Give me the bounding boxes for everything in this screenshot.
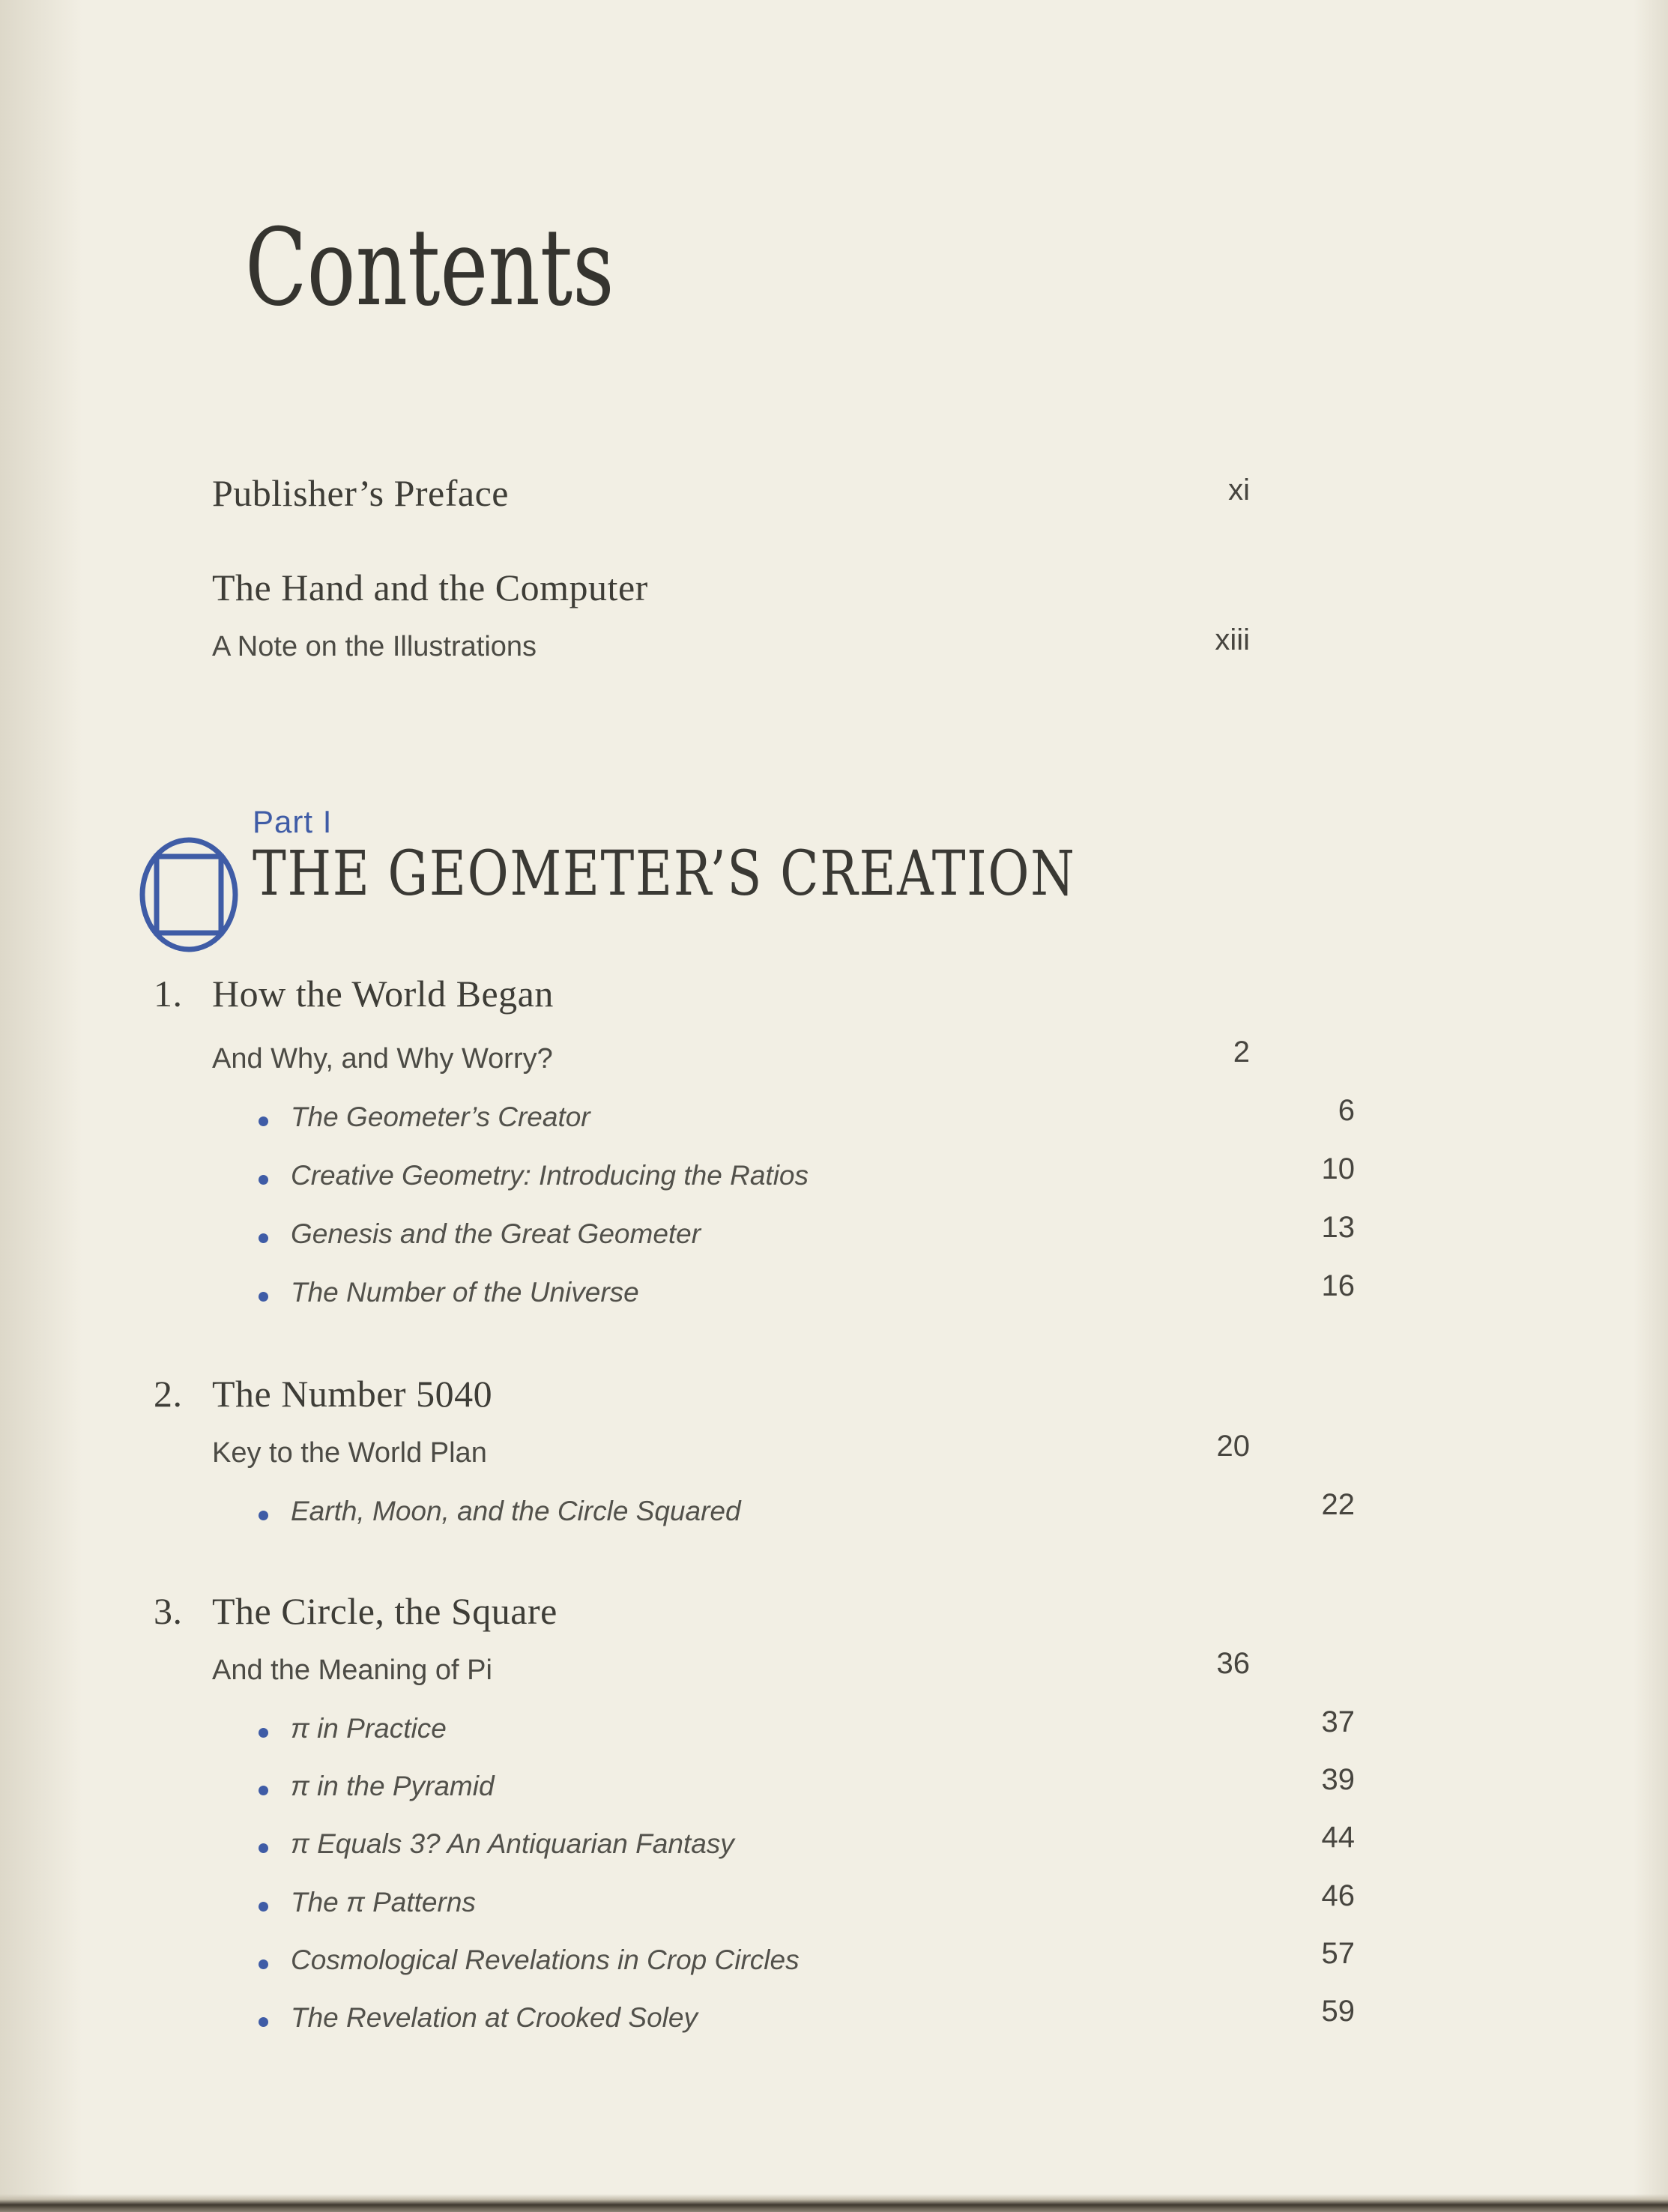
- chapter-number: 3.: [154, 1590, 183, 1632]
- page-number: 13: [1321, 1211, 1355, 1244]
- chapter-title: The Number 5040: [212, 1373, 493, 1415]
- page-edge-shading-left: [0, 0, 82, 2212]
- bullet-icon: [259, 1175, 268, 1185]
- page-number: 37: [1321, 1705, 1355, 1738]
- chapter-title: The Circle, the Square: [212, 1590, 557, 1632]
- chapter-subtitle: And the Meaning of Pi: [212, 1655, 492, 1686]
- front-matter-entry: [154, 566, 1250, 610]
- chapter-heading: [154, 973, 1250, 1016]
- topic-label: π Equals 3? An Antiquarian Fantasy: [291, 1828, 734, 1859]
- chapter-subtitle: And Why, and Why Worry?: [212, 1043, 553, 1075]
- chapter-number: 2.: [154, 1373, 183, 1415]
- bullet-icon: [259, 1511, 268, 1520]
- topic-label: Earth, Moon, and the Circle Squared: [291, 1496, 741, 1526]
- topic-label: The Number of the Universe: [291, 1277, 639, 1308]
- topic-row: [154, 1705, 1355, 1745]
- topic-row: [154, 1879, 1355, 1919]
- topic-row: [154, 1995, 1355, 2034]
- page-number: 2: [1233, 1036, 1250, 1069]
- chapter-subtitle-row: [154, 1036, 1250, 1076]
- bullet-icon: [259, 1728, 268, 1738]
- bullet-icon: [259, 1292, 268, 1302]
- front-matter-title: The Hand and the Computer: [212, 566, 648, 608]
- page-number: 20: [1216, 1430, 1250, 1463]
- topic-row: [154, 1937, 1355, 1977]
- chapter-subtitle-row: [154, 1430, 1250, 1470]
- topic-label: The Geometer’s Creator: [291, 1102, 590, 1132]
- topic-label: π in Practice: [291, 1713, 447, 1744]
- topic-label: The π Patterns: [291, 1887, 476, 1918]
- bullet-icon: [259, 1116, 268, 1126]
- topic-row: [154, 1269, 1355, 1309]
- page-number: 59: [1321, 1995, 1355, 2028]
- topic-row: [154, 1152, 1355, 1192]
- topic-label: Genesis and the Great Geometer: [291, 1218, 701, 1249]
- page-number: 6: [1338, 1094, 1355, 1127]
- part-label: Part I: [253, 804, 333, 839]
- page-number: 57: [1321, 1937, 1355, 1970]
- page-edge-shading-bottom: [0, 2194, 1668, 2212]
- bullet-icon: [259, 1843, 268, 1853]
- bullet-icon: [259, 1902, 268, 1912]
- chapter-number: 1.: [154, 973, 183, 1015]
- page-number: xi: [1228, 474, 1250, 507]
- page-number: 46: [1321, 1879, 1355, 1912]
- topic-label: π in the Pyramid: [291, 1771, 495, 1801]
- topic-row: [154, 1763, 1355, 1803]
- chapter-heading: [154, 1373, 1250, 1416]
- topic-label: Cosmological Revelations in Crop Circles: [291, 1944, 800, 1975]
- bullet-icon: [259, 1786, 268, 1795]
- bullet-icon: [259, 1959, 268, 1969]
- page-number: 16: [1321, 1269, 1355, 1302]
- topic-row: [154, 1211, 1355, 1251]
- topic-label: Creative Geometry: Introducing the Ratios: [291, 1160, 809, 1191]
- front-matter-title: Publisher’s Preface: [212, 472, 509, 514]
- topic-row: [154, 1821, 1355, 1861]
- chapter-heading: [154, 1590, 1250, 1634]
- part-heading: [139, 803, 1257, 953]
- topic-label: The Revelation at Crooked Soley: [291, 2002, 698, 2033]
- page-title: Contents: [245, 206, 614, 330]
- page-number: 10: [1321, 1152, 1355, 1185]
- bullet-icon: [259, 1233, 268, 1243]
- chapter-subtitle-row: [154, 1647, 1250, 1687]
- bullet-icon: [259, 2017, 268, 2027]
- page-number: xiii: [1215, 623, 1250, 656]
- topic-row: [154, 1094, 1355, 1134]
- chapter-title: How the World Began: [212, 973, 554, 1015]
- page-edge-shading-right: [1634, 0, 1668, 2212]
- part-title: THE GEOMETER’S CREATION: [253, 838, 1076, 910]
- page-number: 39: [1321, 1763, 1355, 1796]
- front-matter-subtitle-row: [154, 623, 1250, 664]
- squared-circle-icon: [139, 836, 239, 953]
- topic-row: [154, 1488, 1355, 1528]
- page-number: 36: [1216, 1647, 1250, 1680]
- front-matter-subtitle: A Note on the Illustrations: [212, 631, 537, 662]
- page-number: 22: [1321, 1488, 1355, 1521]
- front-matter-entry: [154, 472, 1250, 516]
- chapter-subtitle: Key to the World Plan: [212, 1437, 487, 1469]
- page-number: 44: [1321, 1821, 1355, 1854]
